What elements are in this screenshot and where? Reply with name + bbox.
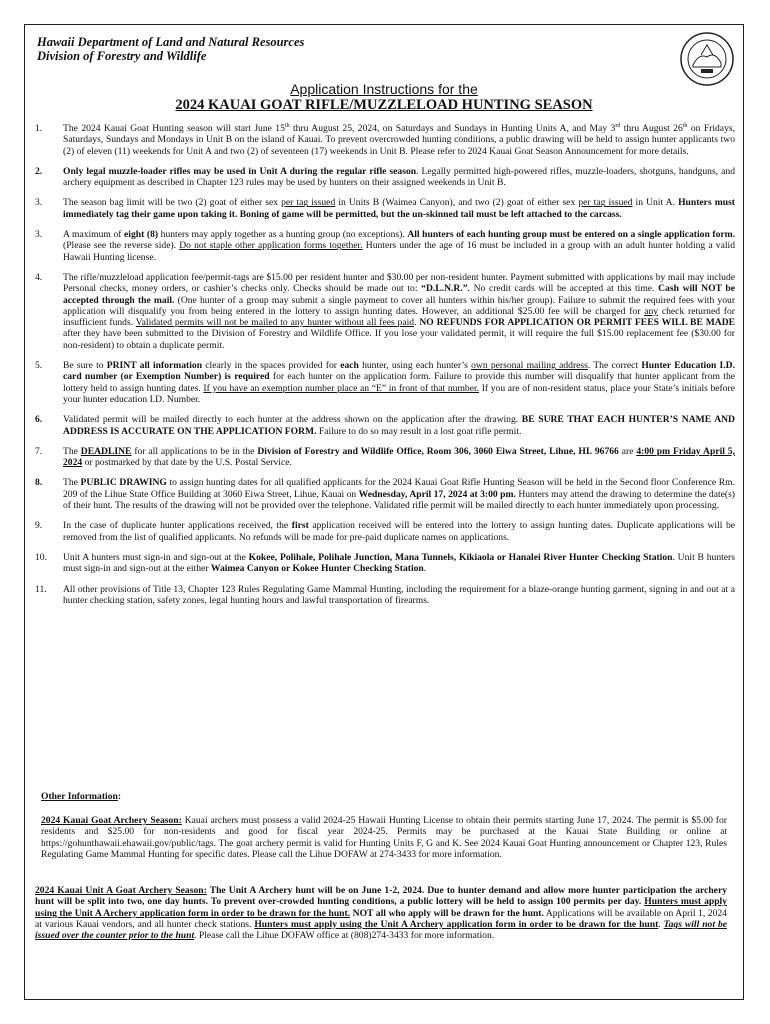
list-item bbox=[35, 229, 735, 263]
item-text: The DEADLINE for all applications to be in the Division of Forestry and Wildlife Office, Room 306, 3060 Eiwa Street, Lihue, HI. 96766 are 4:00 pm Friday April 5, 2024 or postmarked by that date by the U.S. Postal Service. bbox=[63, 445, 735, 469]
item-number: 7. bbox=[35, 445, 43, 457]
item-text: The season bag limit will be two (2) goat of either sex per tag issued in Units B (Waimea Canyon), and two (2) goat of either sex per tag issued in Unit A. Hunters must immediately tag their game upon taking it. Boning of game will be permitted, but the un-skinned tail must be left attached to the carcass. bbox=[63, 197, 736, 220]
item-number: 2. bbox=[35, 165, 43, 177]
item-text: The PUBLIC DRAWING to assign hunting dates for all qualified applicants for the 2024 Kauai Goat Rifle Hunting Season will be held in the Second floor Conference Rm. 209 of the Lihue State Office Building at 3060 Eiwa Street, Lihue, Kauai on Wednesday, April 17, 2024 at 3:00 pm. Hunters may attend the drawing to determine the date(s) of their hunt. The results of the drawing will not be provided over the telephone. Validated rifle permit will be mailed directly to each hunter immediately upon processing. bbox=[63, 477, 736, 512]
item-number: 10. bbox=[35, 551, 47, 563]
list-item bbox=[35, 197, 735, 220]
unit-a-archery-paragraph: 2024 Kauai Unit A Goat Archery Season: The Unit A Archery hunt will be on June 1-2, 2024. Due to hunter demand and allow more hunter participation the archery hunt will be split into two, one day hunts. To prevent over-crowded hunting conditions, a public lottery will be held to assign 100 permits per day. Hunters must apply using the Unit A Archery application form in order to be drawn for the hunt. NOT all who apply will be drawn for the hunt. Applications will be available on April 1, 2024 at various Kauai vendors, and all hunter check stations. Hunters must apply using the Unit A Archery application form in order to be drawn for the hunt. Tags will not be issued over the counter prior to the hunt. Please call the Lihue DOFAW office at (808)274-3433 for more information. bbox=[35, 885, 728, 942]
item-text: Validated permit will be mailed directly to each hunter at the address shown on the application after the drawing. BE SURE THAT EACH HUNTER’S NAME AND ADDRESS IS ACCURATE ON THE APPLICATION FORM. Failure to do so may result in a lost goat rifle permit. bbox=[63, 414, 735, 437]
item-text: The rifle/muzzleload application fee/permit-tags are $15.00 per resident hunter and $30.00 per non-resident hunter. Payment submitted with applications by mail may include Personal checks, money orders, or cashier’s checks only. Checks should be made out to: “D.L.N.R.”. No credit cards will be accepted at this time. Cash will NOT be accepted through the mail. (One hunter of a group may submit a single payment to cover all hunters within his/her group). Failure to submit the required fees with your application will disqualify you from being entered in the lottery to assign hunting dates. However, an additional $25.00 fee will be charged for any check returned for insufficient funds. Validated permits will not be mailed to any hunter without all fees paid. NO REFUNDS FOR APPLICATION OR PERMIT FEES WILL BE MADE after they have been submitted to the Division of Forestry and Wildlife Office. If you lose your validated permit, it will require the full $15.00 replacement fee ($30.00 for non-resident) to obtain a duplicate permit. bbox=[63, 271, 736, 351]
item-text: Be sure to PRINT all information clearly in the spaces provided for each hunter, using each hunter’s own personal mailing address. The correct Hunter Education I.D. card number (or Exemption Number) is required for each hunter on the application form. Failure to provide this number will disqualify that hunter applicant from the lottery held to assign hunting dates. If you have an exemption number place an “E” in front of that number. If you are of non-resident status, place your State’s initials before your hunter education I.D. Number. bbox=[63, 360, 736, 405]
item-number: 9. bbox=[35, 520, 43, 532]
item-number: 3. bbox=[35, 229, 43, 241]
title-line-2: 2024 KAUAI GOAT RIFLE/MUZZLELOAD HUNTING SEASON bbox=[175, 97, 593, 113]
item-text: A maximum of eight (8) hunters may apply together as a hunting group (no exceptions). All hunters of each hunting group must be entered on a single application form. (Please see the reverse side). Do not staple other application forms together. Hunters under the age of 16 must be included in a group with an adult hunter holding a valid Hawaii Hunting license. bbox=[63, 229, 736, 263]
instruction-list bbox=[35, 123, 735, 615]
list-item bbox=[35, 166, 735, 189]
item-number: 8. bbox=[35, 477, 43, 489]
list-item bbox=[35, 446, 735, 469]
list-item bbox=[35, 360, 735, 405]
item-number: 1. bbox=[35, 123, 43, 134]
document-page bbox=[24, 24, 744, 1000]
list-item bbox=[35, 414, 735, 437]
title-line-1: Application Instructions for the bbox=[290, 81, 478, 97]
list-item bbox=[35, 477, 735, 511]
item-number: 5. bbox=[35, 360, 43, 372]
list-item bbox=[35, 272, 735, 351]
item-text: All other provisions of Title 13, Chapter 123 Rules Regulating Game Mammal Hunting, including the requirement for a blaze-orange hunting garment, signing in and out at a hunter checking station, safety zones, legal hunting hours and lawful transportation of firearms. bbox=[63, 583, 735, 606]
department-name: Hawaii Department of Land and Natural Resources bbox=[37, 35, 305, 49]
archery-season-paragraph: 2024 Kauai Goat Archery Season: Kauai archers must possess a valid 2024-25 Hawaii Hunting License to obtain their permits starting June 17, 2024. The permit is $5.00 for residents and $25.00 for non-residents and good for fiscal year 2024-25. Permits may be purchased at the Kauai State Building or online at https://gohunthawaii.ehawaii.gov/public/tags. The goat archery permit is valid for Hunting Units F, G and K. See 2024 Kauai Goat Hunting announcement or Chapter 123, Rules Regulating Game Mammal Hunting for specific dates. Please call the Lihue DOFAW at 274-3433 for more information. bbox=[41, 815, 727, 860]
other-information-heading: Other Information: bbox=[41, 791, 122, 802]
division-name: Division of Forestry and Wildlife bbox=[37, 49, 207, 63]
list-item bbox=[35, 584, 735, 607]
list-item bbox=[35, 123, 735, 157]
list-item bbox=[35, 520, 735, 543]
item-text: Only legal muzzle-loader rifles may be used in Unit A during the regular rifle season. Legally permitted high-powered rifles, muzzle-loaders, shotguns, handguns, and archery equipment as described in Chapter 123 rules may be used by hunters on their assigned weekends in Unit B. bbox=[63, 165, 735, 189]
item-text: In the case of duplicate hunter applications received, the first application received will be entered into the lottery to assign hunting dates. Duplicate applications will be removed from the list of qualified applicants. No refunds will be made for pre-paid duplicate names on applications. bbox=[63, 520, 736, 543]
dlnr-seal-icon bbox=[679, 31, 735, 87]
item-number: 4. bbox=[35, 271, 43, 283]
agency-header bbox=[37, 35, 304, 63]
item-number: 6. bbox=[35, 414, 43, 426]
item-number: 11. bbox=[35, 583, 47, 595]
item-text: The 2024 Kauai Goat Hunting season will start June 15th thru August 25, 2024, on Saturdays and Sundays in Hunting Units A, and May 3rd thru August 26th on Fridays, Saturdays, Sundays and Mondays in Unit B on the island of Kauai. To prevent overcrowded hunting conditions, a public drawing will be held to assign hunter applicants two (2) of eleven (11) weekends for Unit A and two (2) of seventeen (17) weekends in Unit B. Please refer to 2024 Kauai Goat Season Announcement for more details. bbox=[63, 122, 735, 157]
item-number: 3. bbox=[35, 197, 43, 209]
list-item bbox=[35, 552, 735, 575]
item-text: Unit A hunters must sign-in and sign-out at the Kokee, Polihale, Polihale Junction, Mana Tunnels, Kikiaola or Hanalei River Hunter Checking Station. Unit B hunters must sign-in and sign-out at the either Waimea Canyon or Kokee Hunter Checking Station. bbox=[63, 551, 735, 575]
